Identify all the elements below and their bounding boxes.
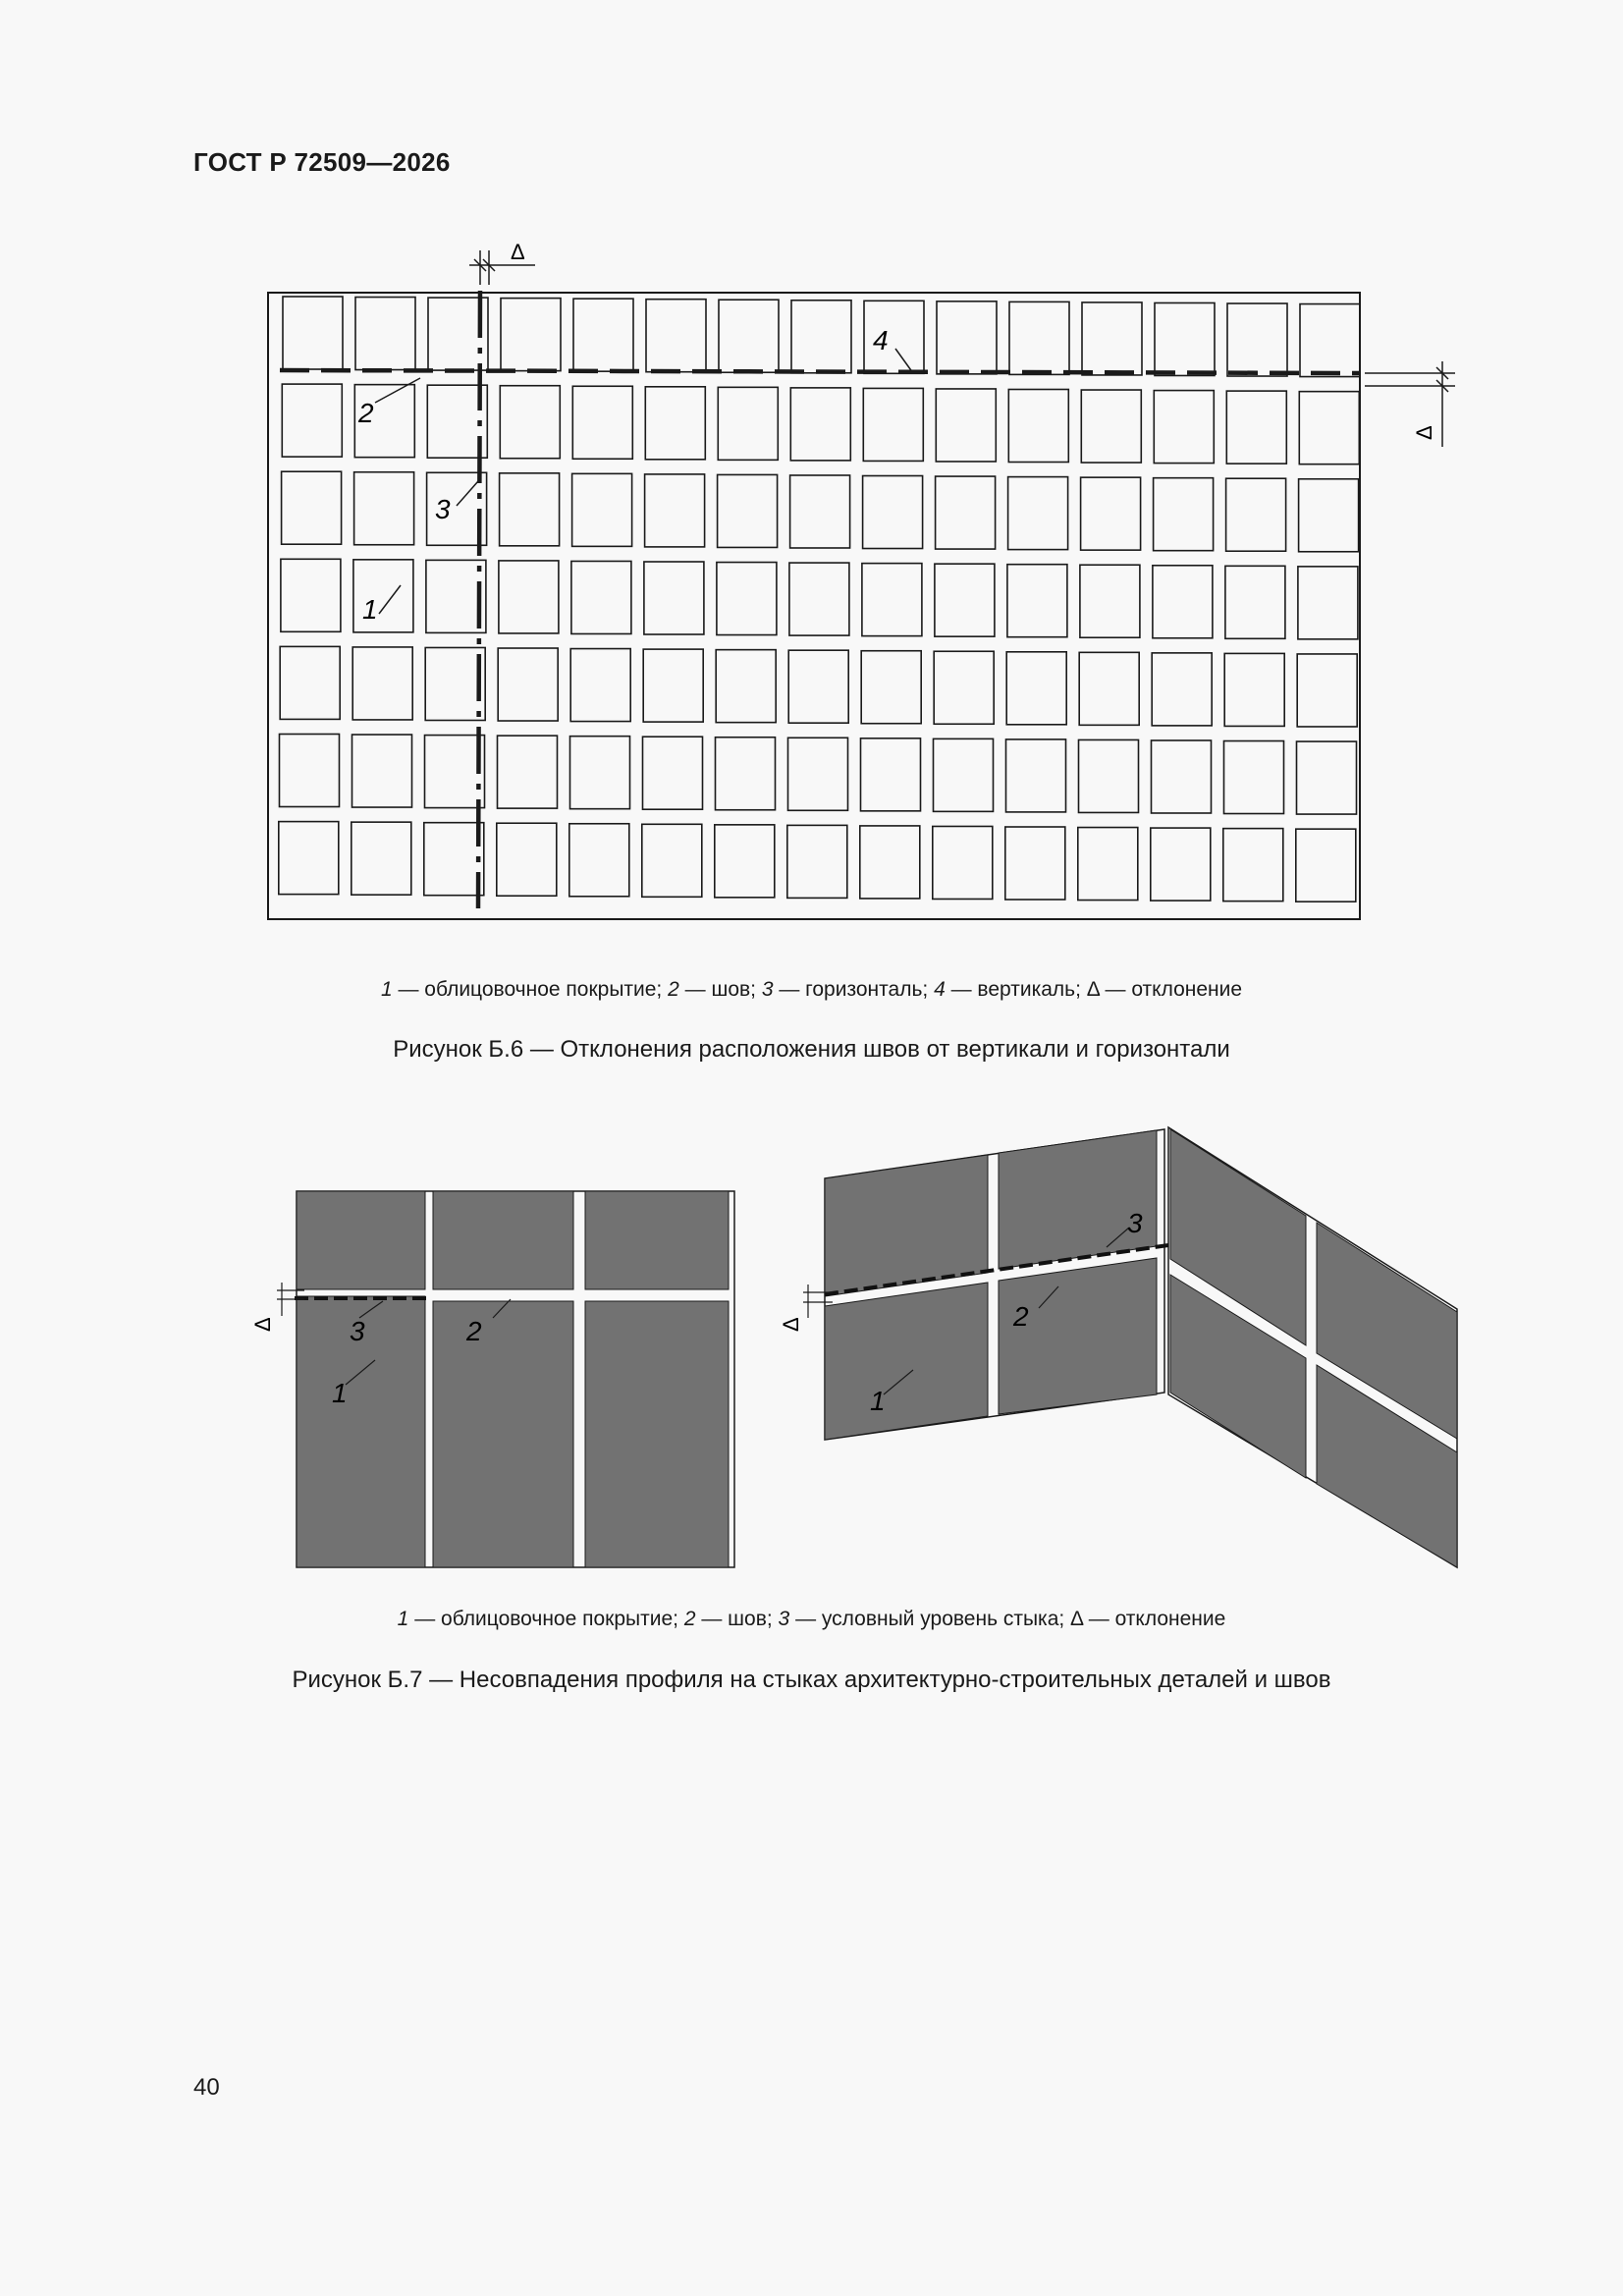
tile: [863, 476, 923, 549]
tile: [572, 386, 632, 459]
tile: [860, 826, 920, 899]
tile: [716, 650, 776, 723]
tile: [1151, 828, 1211, 901]
figure-b6-legend: [0, 978, 1623, 1002]
callout-1: 1: [332, 1378, 348, 1408]
figure-b7-legend: [0, 1608, 1623, 1631]
delta-label-right: Δ: [1412, 425, 1436, 440]
tile: [1007, 565, 1067, 637]
legend-num: 3: [778, 1608, 790, 1630]
tile: [352, 647, 412, 720]
tile: [643, 737, 703, 809]
tile: [645, 474, 705, 547]
figure-b7-drawing: [0, 1110, 1623, 1601]
callout-2: 2: [466, 1316, 482, 1346]
tile: [1226, 478, 1286, 551]
tile: [352, 735, 412, 807]
tile: [719, 300, 779, 372]
tile: [572, 473, 632, 546]
tile: [788, 650, 848, 723]
tile: [1154, 391, 1214, 464]
tile: [279, 822, 339, 895]
tile: [1081, 477, 1141, 550]
tile: [861, 738, 921, 811]
delta-label-top: Δ: [511, 240, 525, 264]
tile: [1005, 827, 1065, 900]
callout-3: 3: [350, 1316, 365, 1346]
tile: [1224, 741, 1284, 814]
tile: [715, 825, 775, 898]
tile: [501, 299, 561, 371]
tile: [1227, 303, 1287, 376]
tile: [937, 301, 997, 374]
legend-text: — шов;: [678, 978, 762, 1001]
tile: [1299, 479, 1359, 552]
tile: [933, 826, 993, 899]
tile: [1297, 654, 1357, 727]
tile: [570, 737, 630, 809]
legend-num: 2: [668, 978, 679, 1001]
tile: [282, 384, 342, 457]
tile: [1152, 653, 1212, 726]
tile: [717, 563, 777, 635]
legend-num: 1: [380, 978, 393, 1001]
figure-b6-drawing: [0, 0, 1623, 962]
tile: [425, 647, 485, 720]
tile: [1079, 739, 1139, 812]
page-number: 40: [193, 2074, 220, 2101]
delta-label-corner: Δ: [779, 1317, 803, 1332]
tile: [642, 824, 702, 897]
tile: [718, 474, 778, 547]
figure-b7-caption: Рисунок Б.7 — Несовпадения профиля на стыках архитектурно-строительных деталей и швов: [292, 1667, 1331, 1693]
tile: [716, 738, 776, 810]
tile: [1298, 567, 1358, 639]
legend-text: — горизонталь;: [773, 978, 935, 1001]
tile: [497, 823, 557, 896]
legend-text: — шов;: [695, 1608, 779, 1630]
callout-3-corner: 3: [1127, 1208, 1143, 1238]
delta-dimension-top: [469, 250, 535, 285]
legend-num: 1: [397, 1608, 409, 1630]
tile: [1223, 829, 1283, 902]
tile: [569, 824, 629, 897]
callout-1-corner: 1: [870, 1386, 886, 1416]
tile: [425, 736, 485, 808]
tile: [1300, 304, 1360, 377]
tile: [571, 561, 631, 633]
delta-label-left: Δ: [250, 1317, 275, 1332]
tile: [424, 823, 484, 896]
tile: [1226, 391, 1286, 464]
tile: [1009, 301, 1069, 374]
tile: [573, 299, 633, 371]
tile: [1153, 566, 1213, 638]
tile: [355, 298, 415, 370]
legend-text: — вертикаль; Δ — отклонение: [945, 978, 1243, 1001]
tile: [354, 472, 414, 545]
tile: [643, 649, 703, 722]
tile: [280, 646, 340, 719]
tile: [862, 564, 922, 636]
tile: [1078, 828, 1138, 901]
tile: [788, 738, 848, 810]
tile: [1225, 566, 1285, 638]
tile: [1154, 478, 1214, 551]
tile: [498, 736, 558, 808]
tile: [280, 735, 340, 807]
tile: [500, 386, 560, 459]
legend-num: 2: [683, 1608, 696, 1630]
callout-2: 2: [358, 398, 374, 428]
callout-1: 1: [362, 594, 378, 625]
tile: [1006, 652, 1066, 725]
tile: [789, 563, 849, 635]
tile: [646, 300, 706, 372]
tile: [863, 388, 923, 461]
tile: [352, 822, 411, 895]
tile: [1224, 653, 1284, 726]
tile: [498, 648, 558, 721]
callout-3: 3: [435, 494, 451, 524]
tile: [570, 649, 630, 722]
tile: [281, 559, 341, 631]
tile: [644, 562, 704, 634]
tile: [499, 561, 559, 633]
delta-dimension-right: [1365, 361, 1455, 447]
tile: [282, 471, 342, 544]
document-header: ГОСТ Р 72509—2026: [193, 147, 451, 177]
flat-panel: [250, 1191, 734, 1567]
tile: [283, 297, 343, 369]
tile: [936, 476, 996, 549]
callout-4: 4: [873, 325, 889, 355]
tile: [1079, 652, 1139, 725]
legend-text: — условный уровень стыка; Δ — отклонение: [789, 1608, 1226, 1630]
legend-text: — облицовочное покрытие;: [408, 1608, 684, 1630]
tile: [935, 564, 995, 636]
tile: [645, 387, 705, 460]
horizontal-reference-line: [478, 291, 480, 908]
tile: [791, 301, 851, 373]
tile: [936, 389, 996, 462]
tile: [790, 388, 850, 461]
tile: [1008, 477, 1068, 550]
tile-grid: [279, 297, 1360, 902]
legend-num: 4: [934, 978, 946, 1001]
corner-panel: [779, 1127, 1457, 1567]
legend-num: 3: [761, 978, 774, 1001]
legend-text: — облицовочное покрытие;: [392, 978, 669, 1001]
tile: [1081, 390, 1141, 463]
tile: [787, 825, 847, 898]
tile: [790, 475, 850, 548]
tile: [718, 387, 778, 460]
figure-b6-caption: Рисунок Б.6 — Отклонения расположения швов от вертикали и горизонтали: [393, 1036, 1230, 1063]
tile: [1080, 565, 1140, 637]
tile: [1297, 741, 1357, 814]
tile: [934, 738, 994, 811]
tile: [861, 651, 921, 724]
tile: [500, 473, 560, 546]
tile: [1299, 392, 1359, 465]
tile: [1082, 302, 1142, 375]
callout-2-corner: 2: [1013, 1301, 1029, 1332]
tile: [1152, 740, 1212, 813]
tile: [1155, 302, 1215, 375]
tile: [1008, 390, 1068, 463]
tile: [1296, 829, 1356, 902]
tile: [1006, 739, 1066, 812]
tile: [934, 651, 994, 724]
